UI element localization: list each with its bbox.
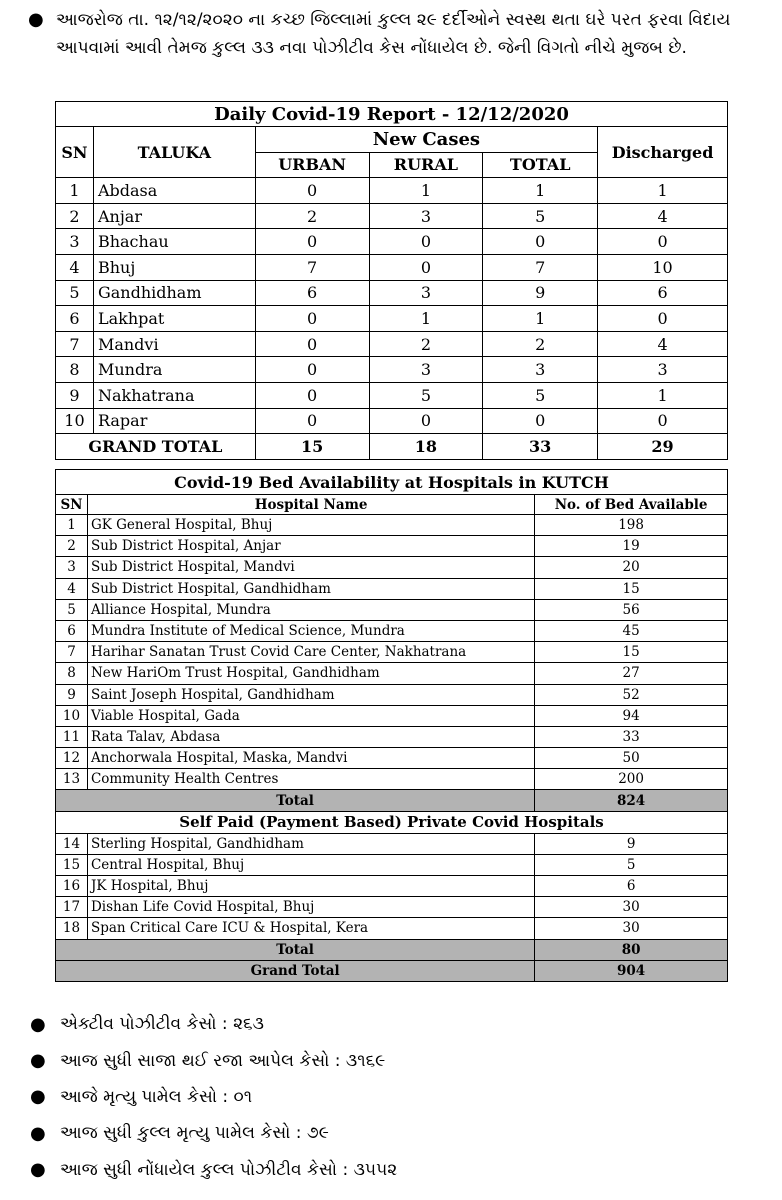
list-item bbox=[30, 1006, 397, 1042]
cell-urban: 6 bbox=[255, 280, 369, 306]
cell-sn: 1 bbox=[56, 515, 88, 536]
cell-rural: 5 bbox=[369, 382, 483, 408]
cell-bed-count: 200 bbox=[535, 769, 728, 790]
cell-sn: 18 bbox=[56, 918, 88, 939]
beds-grand-total-beds: 904 bbox=[535, 960, 728, 981]
summary-text: આજ સુધી સાજા થઈ રજા આપેલ કેસો : ૩૧૬૯ bbox=[60, 1050, 386, 1071]
cell-hospital-name: Central Hospital, Bhuj bbox=[87, 854, 534, 875]
cell-sn: 5 bbox=[56, 280, 94, 306]
header-urban: URBAN bbox=[255, 152, 369, 178]
cell-sn: 8 bbox=[56, 663, 88, 684]
cell-taluka: Rapar bbox=[93, 408, 255, 434]
cell-sn: 12 bbox=[56, 748, 88, 769]
cell-rural: 3 bbox=[369, 203, 483, 229]
cell-rural: 3 bbox=[369, 280, 483, 306]
table-row bbox=[56, 382, 728, 408]
summary-text: એક્ટીવ પોઝીટીવ કેસો : ૨૬૩ bbox=[60, 1014, 264, 1035]
cell-sn: 7 bbox=[56, 642, 88, 663]
cell-bed-count: 6 bbox=[535, 876, 728, 897]
cell-sn: 4 bbox=[56, 254, 94, 280]
cell-taluka: Gandhidham bbox=[93, 280, 255, 306]
table-row bbox=[56, 203, 728, 229]
cell-total: 5 bbox=[483, 203, 598, 229]
report-title: Daily Covid-19 Report - 12/12/2020 bbox=[56, 102, 728, 127]
cell-discharged: 1 bbox=[598, 178, 728, 204]
grand-total-rural: 18 bbox=[369, 434, 483, 460]
cell-hospital-name: GK General Hospital, Bhuj bbox=[87, 515, 534, 536]
private-total-row bbox=[56, 939, 728, 960]
table-row bbox=[56, 178, 728, 204]
cell-rural: 0 bbox=[369, 408, 483, 434]
private-total-label: Total bbox=[56, 939, 535, 960]
table-row bbox=[56, 854, 728, 875]
cell-discharged: 0 bbox=[598, 229, 728, 255]
cell-sn: 5 bbox=[56, 599, 88, 620]
cell-urban: 0 bbox=[255, 331, 369, 357]
cell-bed-count: 27 bbox=[535, 663, 728, 684]
cell-hospital-name: JK Hospital, Bhuj bbox=[87, 876, 534, 897]
government-total-beds: 824 bbox=[535, 790, 728, 811]
cell-bed-count: 56 bbox=[535, 599, 728, 620]
cell-total: 1 bbox=[483, 306, 598, 332]
table-row bbox=[56, 306, 728, 332]
cell-hospital-name: Sterling Hospital, Gandhidham bbox=[87, 833, 534, 854]
cell-bed-count: 30 bbox=[535, 897, 728, 918]
cell-taluka: Anjar bbox=[93, 203, 255, 229]
list-item bbox=[30, 1042, 397, 1078]
cell-hospital-name: New HariOm Trust Hospital, Gandhidham bbox=[87, 663, 534, 684]
cell-hospital-name: Community Health Centres bbox=[87, 769, 534, 790]
cell-taluka: Lakhpat bbox=[93, 306, 255, 332]
table-row bbox=[56, 726, 728, 747]
summary-text: આજ સુધી નોંધાયેલ કુલ્લ પોઝીટીવ કેસો : ૩૫૫૨ bbox=[60, 1159, 398, 1180]
cell-hospital-name: Rata Talav, Abdasa bbox=[87, 726, 534, 747]
table-row bbox=[56, 357, 728, 383]
table-row bbox=[56, 833, 728, 854]
intro-paragraph bbox=[28, 6, 758, 62]
bullet-icon: ● bbox=[30, 1159, 46, 1181]
cell-bed-count: 30 bbox=[535, 918, 728, 939]
table-row bbox=[56, 515, 728, 536]
bullet-icon: ● bbox=[30, 1122, 46, 1144]
cell-bed-count: 94 bbox=[535, 705, 728, 726]
cell-bed-count: 45 bbox=[535, 620, 728, 641]
cell-sn: 2 bbox=[56, 203, 94, 229]
header-taluka: TALUKA bbox=[93, 127, 255, 178]
cell-hospital-name: Sub District Hospital, Mandvi bbox=[87, 557, 534, 578]
cell-urban: 0 bbox=[255, 408, 369, 434]
cell-rural: 3 bbox=[369, 357, 483, 383]
cell-sn: 9 bbox=[56, 382, 94, 408]
cell-discharged: 0 bbox=[598, 408, 728, 434]
table-row bbox=[56, 280, 728, 306]
cell-discharged: 10 bbox=[598, 254, 728, 280]
cell-sn: 16 bbox=[56, 876, 88, 897]
cell-sn: 11 bbox=[56, 726, 88, 747]
cell-taluka: Abdasa bbox=[93, 178, 255, 204]
cell-hospital-name: Alliance Hospital, Mundra bbox=[87, 599, 534, 620]
cell-total: 7 bbox=[483, 254, 598, 280]
daily-report-table bbox=[55, 101, 728, 460]
grand-total-urban: 15 bbox=[255, 434, 369, 460]
beds-header-sn: SN bbox=[56, 495, 88, 515]
private-section-title: Self Paid (Payment Based) Private Covid Hospitals bbox=[56, 811, 728, 833]
cell-sn: 3 bbox=[56, 557, 88, 578]
cell-rural: 0 bbox=[369, 229, 483, 255]
cell-total: 2 bbox=[483, 331, 598, 357]
cell-sn: 6 bbox=[56, 306, 94, 332]
cell-hospital-name: Dishan Life Covid Hospital, Bhuj bbox=[87, 897, 534, 918]
grand-total-row bbox=[56, 434, 728, 460]
cell-rural: 0 bbox=[369, 254, 483, 280]
cell-bed-count: 9 bbox=[535, 833, 728, 854]
cell-total: 9 bbox=[483, 280, 598, 306]
cell-hospital-name: Span Critical Care ICU & Hospital, Kera bbox=[87, 918, 534, 939]
cell-hospital-name: Anchorwala Hospital, Maska, Mandvi bbox=[87, 748, 534, 769]
table-row bbox=[56, 254, 728, 280]
beds-header-hospital: Hospital Name bbox=[87, 495, 534, 515]
cell-hospital-name: Saint Joseph Hospital, Gandhidham bbox=[87, 684, 534, 705]
list-item bbox=[30, 1152, 397, 1188]
cell-bed-count: 52 bbox=[535, 684, 728, 705]
cell-bed-count: 20 bbox=[535, 557, 728, 578]
cell-sn: 14 bbox=[56, 833, 88, 854]
cell-sn: 13 bbox=[56, 769, 88, 790]
table-row bbox=[56, 897, 728, 918]
beds-grand-total-row bbox=[56, 960, 728, 981]
header-sn: SN bbox=[56, 127, 94, 178]
cell-discharged: 3 bbox=[598, 357, 728, 383]
table-row bbox=[56, 705, 728, 726]
cell-urban: 0 bbox=[255, 229, 369, 255]
cell-discharged: 4 bbox=[598, 331, 728, 357]
cell-taluka: Mundra bbox=[93, 357, 255, 383]
table-row bbox=[56, 876, 728, 897]
cell-total: 0 bbox=[483, 229, 598, 255]
summary-text: આજ સુધી કુલ્લ મૃત્યુ પામેલ કેસો : ૭૯ bbox=[60, 1123, 329, 1144]
list-item bbox=[30, 1079, 397, 1115]
government-total-label: Total bbox=[56, 790, 535, 811]
cell-rural: 2 bbox=[369, 331, 483, 357]
cell-sn: 9 bbox=[56, 684, 88, 705]
cell-rural: 1 bbox=[369, 306, 483, 332]
summary-text: આજે મૃત્યુ પામેલ કેસો : ૦૧ bbox=[60, 1086, 253, 1107]
table-row bbox=[56, 408, 728, 434]
cell-rural: 1 bbox=[369, 178, 483, 204]
table-row bbox=[56, 684, 728, 705]
government-total-row bbox=[56, 790, 728, 811]
list-item bbox=[30, 1115, 397, 1151]
table-row bbox=[56, 663, 728, 684]
cell-urban: 7 bbox=[255, 254, 369, 280]
cell-urban: 0 bbox=[255, 382, 369, 408]
summary-list bbox=[30, 1006, 397, 1188]
bullet-icon: ● bbox=[28, 9, 44, 30]
cell-hospital-name: Mundra Institute of Medical Science, Mundra bbox=[87, 620, 534, 641]
intro-text: આજરોજ તા. ૧૨/૧૨/૨૦૨૦ ના કચ્છ જિલ્લામાં કુલ્લ ૨૯ દર્દીઓને સ્વસ્થ થતા ઘરે પરત ફરવા વિદાય આપવામાં આવી તેમજ કુલ્લ ૩૩ નવા પોઝીટીવ કેસ નોંધાયેલ છે. જેની વિગતો નીચે મુજબ છે. bbox=[56, 10, 731, 58]
table-row bbox=[56, 536, 728, 557]
cell-bed-count: 198 bbox=[535, 515, 728, 536]
table-row bbox=[56, 918, 728, 939]
cell-discharged: 0 bbox=[598, 306, 728, 332]
cell-taluka: Nakhatrana bbox=[93, 382, 255, 408]
grand-total-label: GRAND TOTAL bbox=[56, 434, 256, 460]
cell-sn: 2 bbox=[56, 536, 88, 557]
cell-taluka: Bhachau bbox=[93, 229, 255, 255]
cell-total: 3 bbox=[483, 357, 598, 383]
table-row bbox=[56, 331, 728, 357]
cell-urban: 0 bbox=[255, 357, 369, 383]
cell-hospital-name: Viable Hospital, Gada bbox=[87, 705, 534, 726]
cell-hospital-name: Sub District Hospital, Anjar bbox=[87, 536, 534, 557]
cell-total: 1 bbox=[483, 178, 598, 204]
cell-sn: 7 bbox=[56, 331, 94, 357]
cell-total: 5 bbox=[483, 382, 598, 408]
table-row bbox=[56, 769, 728, 790]
header-rural: RURAL bbox=[369, 152, 483, 178]
table-row bbox=[56, 748, 728, 769]
cell-bed-count: 33 bbox=[535, 726, 728, 747]
beds-header-count: No. of Bed Available bbox=[535, 495, 728, 515]
cell-bed-count: 5 bbox=[535, 854, 728, 875]
cell-sn: 15 bbox=[56, 854, 88, 875]
cell-urban: 0 bbox=[255, 178, 369, 204]
cell-total: 0 bbox=[483, 408, 598, 434]
cell-discharged: 4 bbox=[598, 203, 728, 229]
cell-sn: 6 bbox=[56, 620, 88, 641]
cell-sn: 10 bbox=[56, 408, 94, 434]
cell-bed-count: 15 bbox=[535, 578, 728, 599]
bed-availability-table bbox=[55, 469, 728, 982]
table-row bbox=[56, 599, 728, 620]
cell-taluka: Bhuj bbox=[93, 254, 255, 280]
cell-discharged: 6 bbox=[598, 280, 728, 306]
bullet-icon: ● bbox=[30, 1086, 46, 1108]
table-row bbox=[56, 557, 728, 578]
cell-sn: 8 bbox=[56, 357, 94, 383]
cell-sn: 1 bbox=[56, 178, 94, 204]
header-total: TOTAL bbox=[483, 152, 598, 178]
beds-grand-total-label: Grand Total bbox=[56, 960, 535, 981]
cell-discharged: 1 bbox=[598, 382, 728, 408]
cell-hospital-name: Sub District Hospital, Gandhidham bbox=[87, 578, 534, 599]
table-row bbox=[56, 642, 728, 663]
table-row bbox=[56, 620, 728, 641]
grand-total-total: 33 bbox=[483, 434, 598, 460]
cell-sn: 17 bbox=[56, 897, 88, 918]
cell-bed-count: 50 bbox=[535, 748, 728, 769]
private-total-beds: 80 bbox=[535, 939, 728, 960]
bullet-icon: ● bbox=[30, 1050, 46, 1072]
table-row bbox=[56, 578, 728, 599]
bullet-icon: ● bbox=[30, 1013, 46, 1035]
table-row bbox=[56, 229, 728, 255]
cell-sn: 10 bbox=[56, 705, 88, 726]
cell-sn: 4 bbox=[56, 578, 88, 599]
cell-sn: 3 bbox=[56, 229, 94, 255]
cell-urban: 2 bbox=[255, 203, 369, 229]
header-new-cases: New Cases bbox=[255, 127, 597, 153]
cell-taluka: Mandvi bbox=[93, 331, 255, 357]
cell-hospital-name: Harihar Sanatan Trust Covid Care Center, Nakhatrana bbox=[87, 642, 534, 663]
beds-title: Covid-19 Bed Availability at Hospitals in KUTCH bbox=[56, 470, 728, 495]
grand-total-discharged: 29 bbox=[598, 434, 728, 460]
header-discharged: Discharged bbox=[598, 127, 728, 178]
cell-bed-count: 19 bbox=[535, 536, 728, 557]
cell-urban: 0 bbox=[255, 306, 369, 332]
cell-bed-count: 15 bbox=[535, 642, 728, 663]
